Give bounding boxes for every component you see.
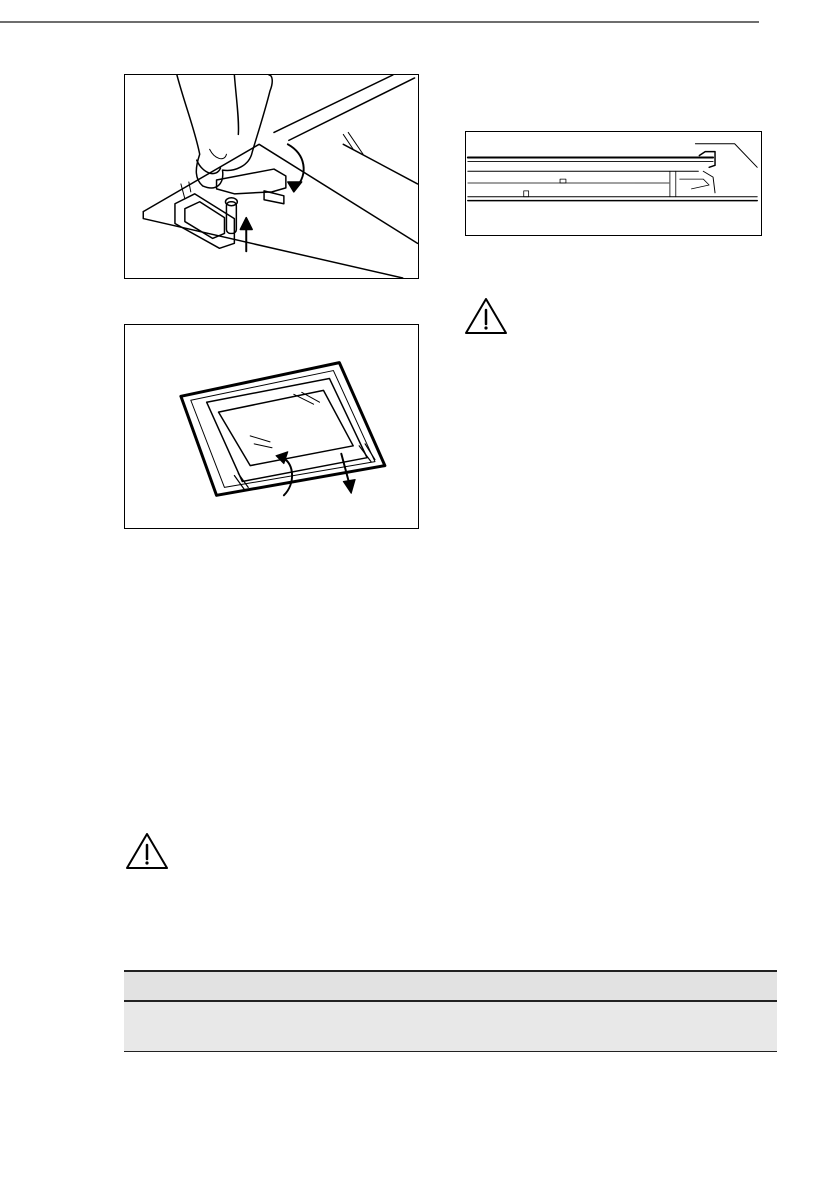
figure-hinge-lever	[124, 74, 419, 279]
warning-triangle-icon	[125, 832, 169, 870]
warning-triangle-icon	[464, 297, 508, 335]
door-glass-panel-illustration	[125, 325, 418, 528]
figure-glass-profile-detail	[465, 131, 762, 236]
glass-profile-illustration	[466, 132, 761, 235]
table-header-row	[124, 970, 777, 1002]
header-rule	[0, 21, 759, 23]
hinge-lever-illustration	[125, 75, 418, 278]
data-table	[124, 970, 777, 1052]
figure-door-glass-panel	[124, 324, 419, 529]
table-row	[124, 1002, 777, 1052]
